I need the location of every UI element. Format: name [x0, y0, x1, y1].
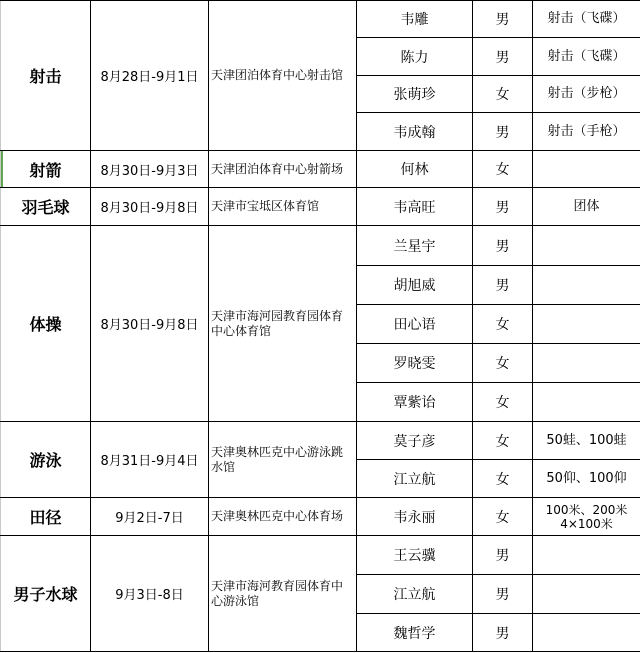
athlete-event	[533, 536, 640, 575]
table-row	[1, 226, 640, 266]
athlete-event: 团体	[533, 188, 640, 226]
athlete-gender: 男	[473, 536, 533, 575]
athlete-name: 江立航	[357, 575, 473, 614]
athlete-name: 江立航	[357, 460, 473, 498]
venue-cell: 天津奥林匹克中心体育场	[209, 498, 357, 536]
athlete-gender: 女	[473, 76, 533, 113]
date-cell: 9月2日-7日	[91, 498, 209, 536]
athlete-name: 罗晓雯	[357, 344, 473, 383]
athlete-gender: 男	[473, 113, 533, 151]
athlete-name: 覃紫诒	[357, 383, 473, 422]
athlete-event	[533, 383, 640, 422]
table-row	[1, 536, 640, 575]
athlete-event	[533, 266, 640, 305]
table-row	[1, 188, 640, 226]
venue-cell: 天津团泊体育中心射击馆	[209, 1, 357, 151]
athlete-name: 韦高旺	[357, 188, 473, 226]
athlete-name: 韦成翰	[357, 113, 473, 151]
athlete-event: 50蛙、100蛙	[533, 422, 640, 460]
athlete-event: 射击（飞碟）	[533, 38, 640, 76]
athlete-gender: 女	[473, 460, 533, 498]
athlete-event	[533, 226, 640, 266]
athlete-name: 张萌珍	[357, 76, 473, 113]
sport-cell: 羽毛球	[1, 188, 91, 226]
athlete-name: 何林	[357, 151, 473, 188]
athlete-event	[533, 575, 640, 614]
athlete-event	[533, 614, 640, 652]
date-cell: 9月3日-8日	[91, 536, 209, 652]
athlete-event: 50仰、100仰	[533, 460, 640, 498]
date-cell: 8月28日-9月1日	[91, 1, 209, 151]
venue-cell: 天津团泊体育中心射箭场	[209, 151, 357, 188]
venue-cell: 天津市宝坻区体育馆	[209, 188, 357, 226]
athlete-gender: 女	[473, 498, 533, 536]
sport-cell: 体操	[1, 226, 91, 422]
athlete-gender: 女	[473, 422, 533, 460]
date-cell: 8月30日-9月3日	[91, 151, 209, 188]
athlete-gender: 男	[473, 614, 533, 652]
date-cell: 8月30日-9月8日	[91, 188, 209, 226]
athlete-name: 韦雕	[357, 1, 473, 38]
table-row	[1, 151, 640, 188]
athlete-name: 陈力	[357, 38, 473, 76]
venue-cell: 天津市海河园教育园体育中心体育馆	[209, 226, 357, 422]
athlete-gender: 女	[473, 383, 533, 422]
athlete-name: 田心语	[357, 305, 473, 344]
table-row	[1, 422, 640, 460]
athlete-event: 射击（步枪）	[533, 76, 640, 113]
athlete-gender: 男	[473, 575, 533, 614]
athlete-name: 魏哲学	[357, 614, 473, 652]
athlete-gender: 男	[473, 266, 533, 305]
athlete-gender: 男	[473, 38, 533, 76]
sport-cell: 射箭	[1, 151, 91, 188]
athlete-gender: 女	[473, 305, 533, 344]
sport-cell: 男子水球	[1, 536, 91, 652]
athlete-name: 韦永丽	[357, 498, 473, 536]
table-row	[1, 1, 640, 38]
athlete-gender: 男	[473, 226, 533, 266]
athlete-gender: 女	[473, 344, 533, 383]
date-cell: 8月30日-9月8日	[91, 226, 209, 422]
sport-cell: 射击	[1, 1, 91, 151]
athlete-name: 兰星宇	[357, 226, 473, 266]
athlete-gender: 男	[473, 188, 533, 226]
athlete-event	[533, 305, 640, 344]
athlete-gender: 女	[473, 151, 533, 188]
athlete-event	[533, 151, 640, 188]
athlete-event: 100米、200米4×100米	[533, 498, 640, 536]
date-cell: 8月31日-9月4日	[91, 422, 209, 498]
venue-cell: 天津奥林匹克中心游泳跳水馆	[209, 422, 357, 498]
sport-cell: 游泳	[1, 422, 91, 498]
venue-cell: 天津市海河教育园体育中心游泳馆	[209, 536, 357, 652]
sport-cell: 田径	[1, 498, 91, 536]
athlete-name: 王云骥	[357, 536, 473, 575]
athlete-name: 胡旭威	[357, 266, 473, 305]
athlete-name: 莫子彦	[357, 422, 473, 460]
athlete-gender: 男	[473, 1, 533, 38]
athlete-event: 射击（飞碟）	[533, 1, 640, 38]
table-row	[1, 498, 640, 536]
athlete-event: 射击（手枪）	[533, 113, 640, 151]
athlete-event	[533, 344, 640, 383]
